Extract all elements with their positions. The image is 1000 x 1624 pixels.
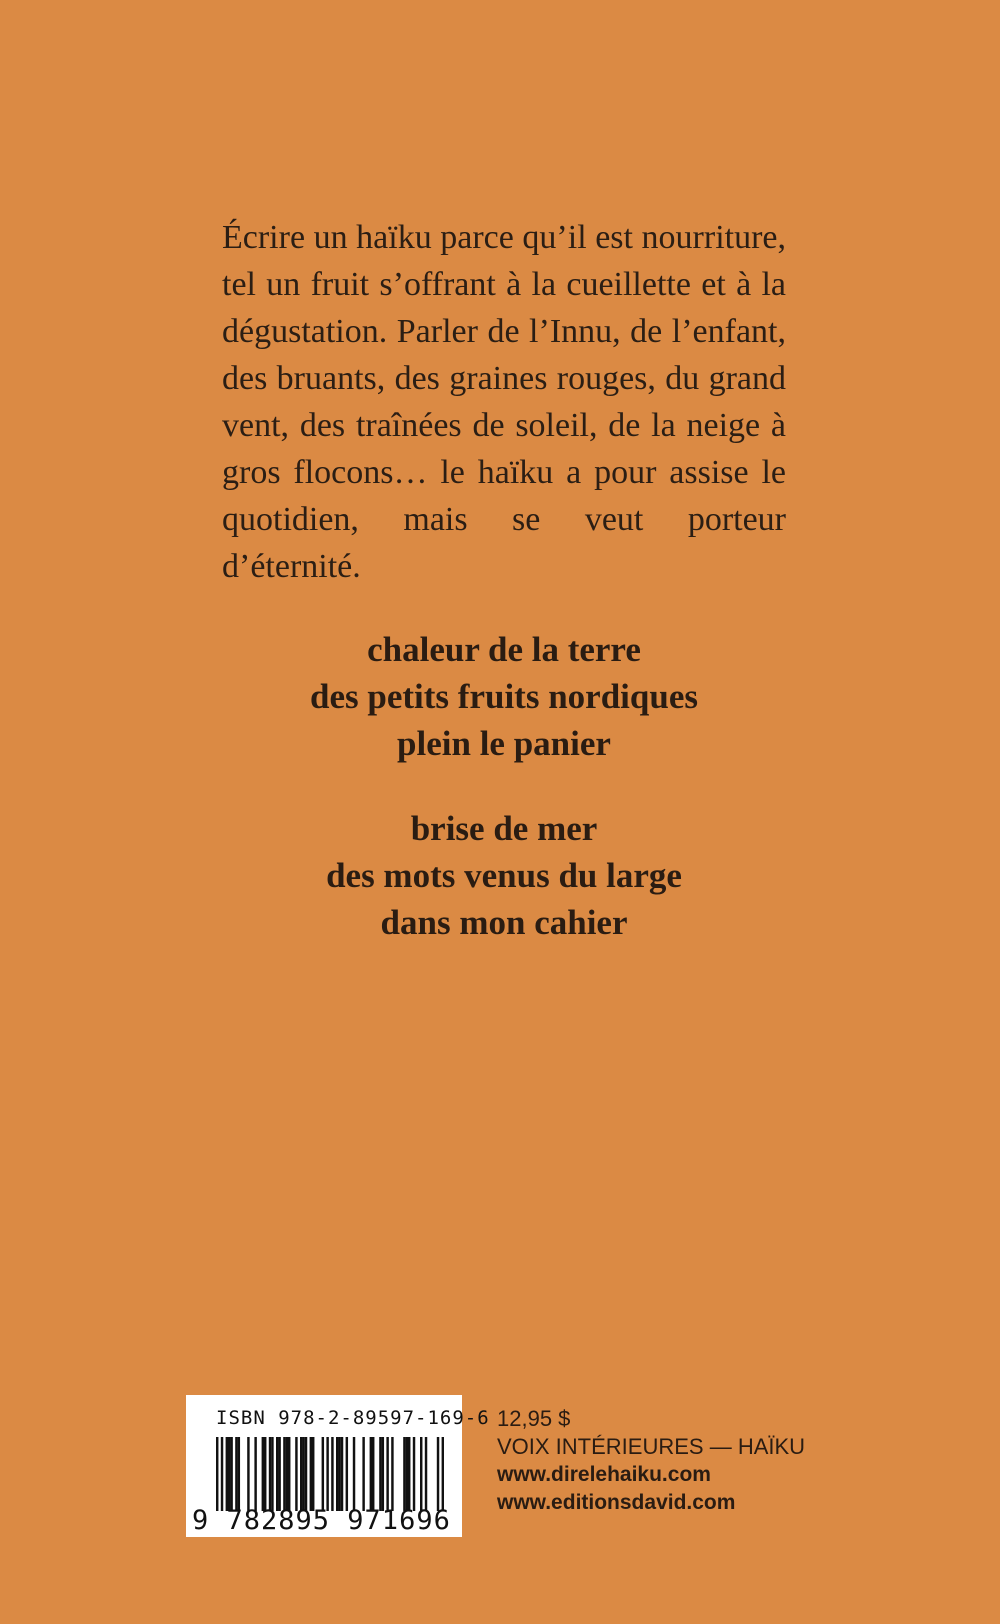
- haiku-1: [222, 626, 786, 767]
- barcode-bar: [247, 1437, 249, 1511]
- haiku-2-line-3: dans mon cahier: [380, 903, 628, 942]
- barcode-bar: [310, 1437, 312, 1511]
- haiku-2-line-2: des mots venus du large: [326, 856, 682, 895]
- barcode-bar: [379, 1437, 381, 1511]
- barcode-bar: [406, 1437, 408, 1511]
- publisher-info: [497, 1405, 805, 1517]
- barcode-bar: [235, 1437, 237, 1511]
- barcode-bar: [403, 1437, 405, 1511]
- haiku-2: [222, 805, 786, 946]
- barcode-bar: [382, 1437, 384, 1511]
- barcode-bar: [391, 1437, 393, 1511]
- barcode-bar: [228, 1437, 230, 1511]
- barcode-bar: [254, 1437, 256, 1511]
- barcode-bar: [276, 1437, 278, 1511]
- barcode-bar: [262, 1437, 264, 1511]
- barcode-bar: [286, 1437, 288, 1511]
- barcode-bar: [238, 1437, 240, 1511]
- barcode-box: [186, 1395, 490, 1537]
- haiku-2-line-1: brise de mer: [410, 809, 598, 848]
- haiku-1-line-1: chaleur de la terre: [367, 630, 641, 669]
- barcode-bar: [312, 1437, 314, 1511]
- barcode-bar: [338, 1437, 340, 1511]
- barcode-bar: [264, 1437, 266, 1511]
- barcode-bar: [442, 1437, 444, 1511]
- collection-name: VOIX INTÉRIEURES — HAÏKU: [497, 1434, 806, 1459]
- barcode-bar: [302, 1437, 304, 1511]
- website-link-1[interactable]: www.direlehaiku.com: [497, 1463, 711, 1486]
- barcode-bar: [331, 1437, 333, 1511]
- barcode-bar: [437, 1437, 439, 1511]
- barcode-bar: [425, 1437, 427, 1511]
- barcode-digits: 9 782895 971696: [192, 1505, 451, 1536]
- barcode-bar: [346, 1437, 348, 1511]
- barcode-bar: [271, 1437, 273, 1511]
- barcode-bar: [408, 1437, 410, 1511]
- isbn-label: ISBN 978-2-89597-169-6: [216, 1407, 490, 1429]
- barcode-bar: [353, 1437, 355, 1511]
- barcode-bar: [295, 1437, 297, 1511]
- barcode-bar: [221, 1437, 223, 1511]
- barcode-bar: [216, 1437, 218, 1511]
- barcode-bar: [413, 1437, 415, 1511]
- haiku-1-line-2: des petits fruits nordiques: [310, 677, 698, 716]
- barcode-bar: [269, 1437, 271, 1511]
- barcode-bar: [336, 1437, 338, 1511]
- barcode-bar: [341, 1437, 343, 1511]
- barcode-bar: [370, 1437, 372, 1511]
- barcode-bar: [322, 1437, 324, 1511]
- barcode-bar: [362, 1437, 364, 1511]
- barcode-bar: [420, 1437, 422, 1511]
- barcode-bar: [288, 1437, 290, 1511]
- barcode-bar: [230, 1437, 232, 1511]
- barcode-bar: [283, 1437, 285, 1511]
- haiku-1-line-3: plein le panier: [397, 724, 611, 763]
- barcode-bar: [300, 1437, 302, 1511]
- barcode-bars: [216, 1437, 444, 1511]
- barcode-bar: [386, 1437, 388, 1511]
- barcode-bar: [305, 1437, 307, 1511]
- price: 12,95 $: [497, 1406, 571, 1431]
- barcode-bar: [278, 1437, 280, 1511]
- barcode-bar: [372, 1437, 374, 1511]
- barcode-bar: [326, 1437, 328, 1511]
- website-link-2[interactable]: www.editionsdavid.com: [497, 1491, 736, 1514]
- blurb-text: Écrire un haïku parce qu’il est nourriture, tel un fruit s’offrant à la cueillette et à la dégustation. Parler de l’Innu, de l’enfant, des bruants, des graines rouges, du grand vent, des traînées de soleil, de la neige à gros flocons… le haïku a pour assise le quotidien, mais se veut porteur d’éternité.: [222, 219, 786, 585]
- barcode-bar: [226, 1437, 228, 1511]
